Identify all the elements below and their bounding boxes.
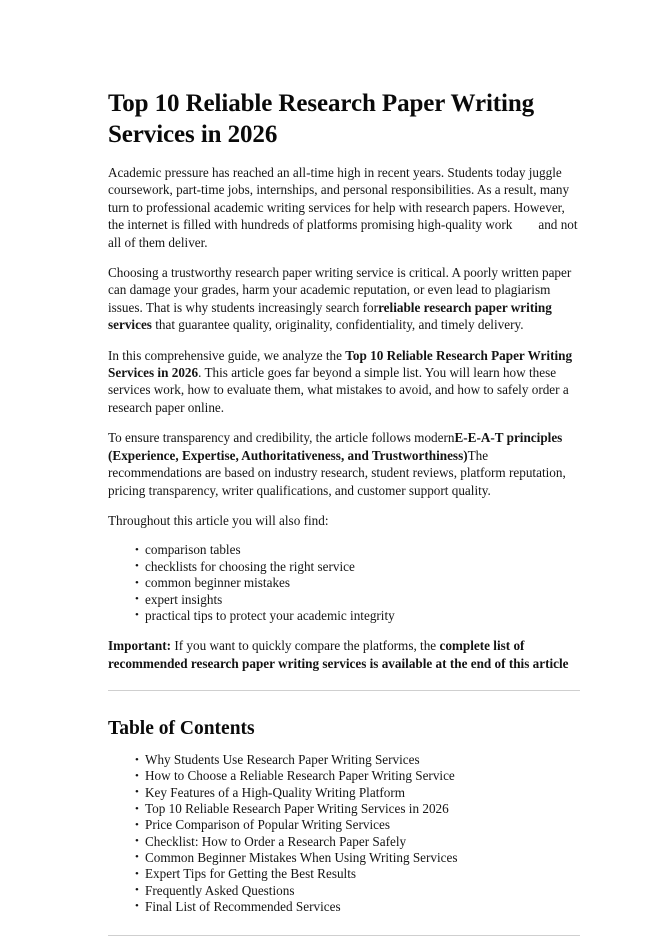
toc-item[interactable]: • Top 10 Reliable Research Paper Writing Services in 2026: [135, 801, 580, 817]
intro-paragraph-3-text-b: . This article goes far beyond a simple list. You will learn how these services work, how to evaluate them, what mistakes to avoid, and how to safely order a research paper online.: [108, 365, 569, 415]
intro-paragraph-4-bold: E-E-A-T principles (Experience, Expertise, Authoritativeness, and Trustworthiness): [108, 430, 563, 463]
intro-paragraph-4-text-a: To ensure transparency and credibility, the article follows modern: [108, 430, 455, 446]
toc-item[interactable]: • How to Choose a Reliable Research Paper Writing Service: [135, 768, 580, 784]
intro-paragraph-3: [108, 347, 580, 417]
also-find-lead-in: Throughout this article you will also find:: [108, 512, 329, 528]
important-note: [108, 637, 580, 672]
intro-paragraph-1: [108, 164, 580, 251]
important-note-bold: complete list of recommended research paper writing services is available at the end of this article: [108, 638, 569, 671]
intro-paragraph-4: [108, 429, 580, 499]
table-of-contents-list: [108, 752, 580, 915]
toc-item[interactable]: • Why Students Use Research Paper Writing Services: [135, 752, 580, 768]
intro-paragraph-2-text-b: that guarantee quality, originality, confidentiality, and timely delivery.: [155, 317, 524, 333]
toc-item[interactable]: • Key Features of a High-Quality Writing Platform: [135, 785, 580, 801]
toc-item[interactable]: • Price Comparison of Popular Writing Services: [135, 817, 580, 833]
intro-paragraph-1-text-a: Academic pressure has reached an all-time high in recent years. Students today juggle coursework, part-time jobs, internships, and personal responsibilities. As a result, many turn to professional academic writing services for help with research papers. However, the internet is filled with hundreds of platforms promising high-quality work: [108, 165, 570, 233]
toc-item[interactable]: • Common Beginner Mistakes When Using Writing Services: [135, 850, 580, 866]
page-title: Top 10 Reliable Research Paper Writing Services in 2026: [108, 90, 535, 148]
intro-paragraph-4-text-b: The recommendations are based on industry research, student reviews, platform reputation, pricing transparency, writer qualifications, and customer support quality.: [108, 447, 566, 498]
list-item: • practical tips to protect your academic integrity: [135, 608, 580, 624]
intro-paragraph-3-text-a: In this comprehensive guide, we analyze the: [108, 347, 342, 363]
section-divider-top: [108, 690, 580, 691]
table-of-contents-heading: Table of Contents: [108, 718, 255, 740]
intro-paragraph-2-bold: reliable research paper writing services: [108, 299, 552, 333]
intro-bullet-list: [108, 542, 580, 624]
list-item: • expert insights: [135, 592, 580, 608]
toc-item[interactable]: • Expert Tips for Getting the Best Results: [135, 866, 580, 882]
intro-paragraph-1-text-b: and not all of them deliver.: [108, 217, 578, 250]
toc-item[interactable]: • Final List of Recommended Services: [135, 899, 580, 915]
intro-paragraph-2-text-a: Choosing a trustworthy research paper writing service is critical. A poorly written paper can damage your grades, harm your academic reputation, or even lead to plagiarism issues. That is why students increasingly search for: [108, 265, 572, 315]
intro-paragraph-3-bold: Top 10 Reliable Research Paper Writing Services in 2026: [108, 347, 573, 381]
list-item: • common beginner mistakes: [135, 575, 580, 591]
important-label: Important:: [108, 638, 172, 654]
intro-paragraph-2: [108, 264, 580, 334]
important-note-text: If you want to quickly compare the platforms, the: [174, 638, 437, 654]
toc-item[interactable]: • Frequently Asked Questions: [135, 883, 580, 899]
list-item: • checklists for choosing the right service: [135, 559, 580, 575]
toc-item[interactable]: • Checklist: How to Order a Research Paper Safely: [135, 834, 580, 850]
list-item: • comparison tables: [135, 542, 580, 558]
